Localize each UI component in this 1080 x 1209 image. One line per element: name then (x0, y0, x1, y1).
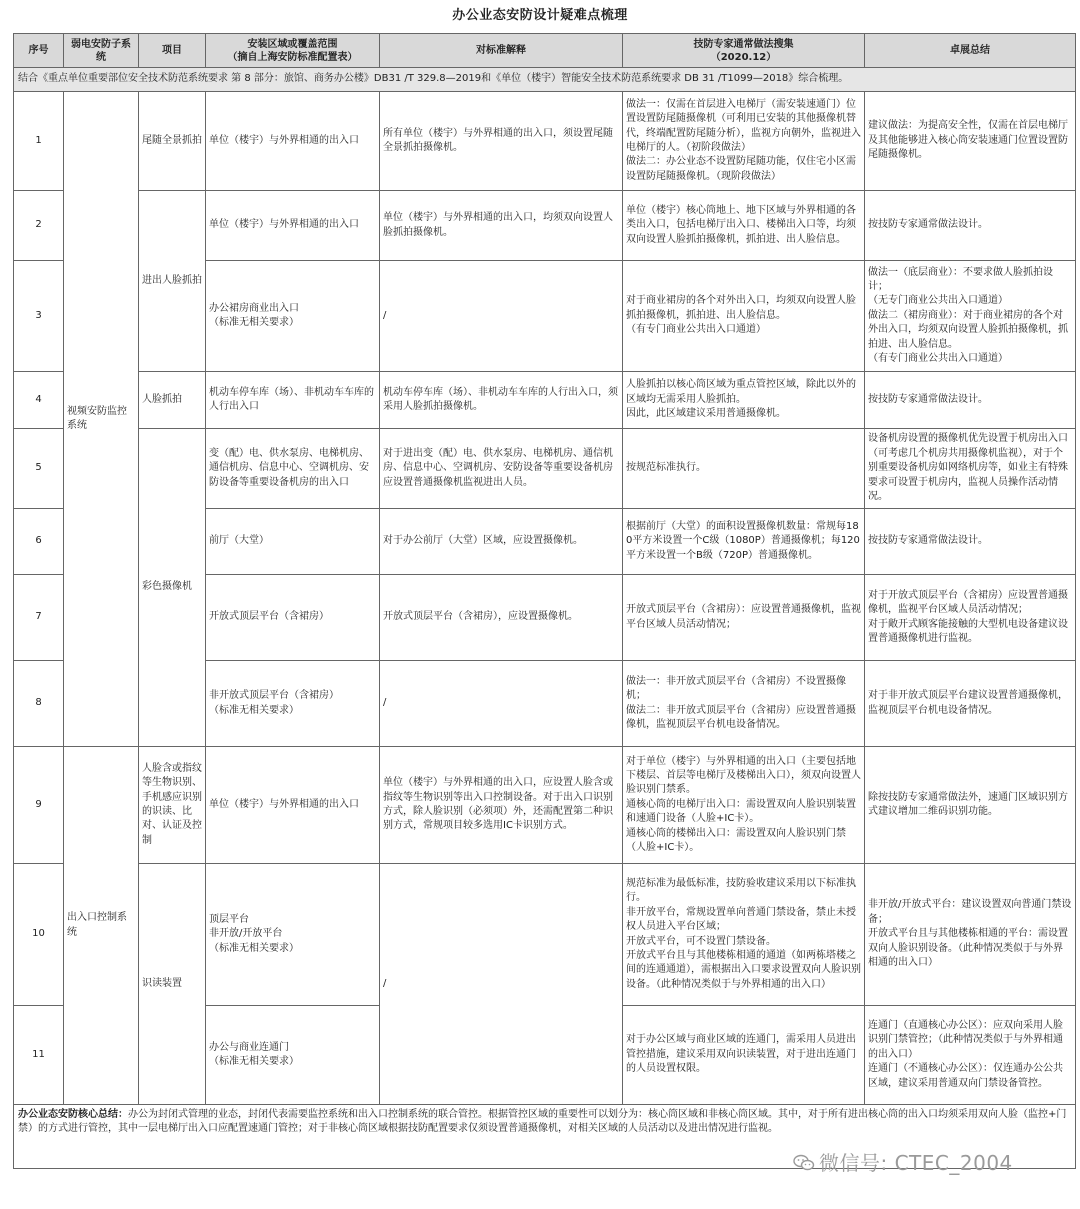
table-row (14, 372, 1076, 429)
row-area: 开放式顶层平台（含裙房） (206, 575, 380, 661)
row-area: 单位（楼宇）与外界相通的出入口 (206, 92, 380, 191)
table-row (14, 864, 1076, 1006)
header-interp: 对标准解释 (380, 34, 623, 68)
row-area: 单位（楼宇）与外界相通的出入口 (206, 747, 380, 864)
row-expert: 规范标准为最低标准，技防验收建议采用以下标准执行。 非开放平台，常规设置单向普通门禁设备，禁止未授权人员进入平台区域； 开放式平台，可不设置门禁设备。 开放式平台且与其他楼栋相通的通道（如两栋塔楼之间的连通通道），需根据出入口要求设置双向人脸识别设备。（此种情况类似于与外界相通的出入口） (623, 864, 865, 1006)
item-face-inout: 进出人脸抓拍 (139, 191, 206, 372)
row-expert: 对于办公区域与商业区域的连通门，需采用人员进出管控措施，建议采用双向识读装置，对于进出连通门的人员设置权限。 (623, 1006, 865, 1105)
row-seq: 11 (14, 1006, 64, 1105)
row-interp: 单位（楼宇）与外界相通的出入口，应设置人脸含或指纹等生物识别等出入口控制设备。对于出入口识别方式，除人脸识别（必须项）外，还需配置第二种识别方式，常规项目较多选用IC卡识别方式。 (380, 747, 623, 864)
row-interp: 对于进出变（配）电、供水泵房、电梯机房、通信机房、信息中心、空调机房、安防设备等重要设备机房应设置普通摄像机监视进出人员。 (380, 429, 623, 509)
header-row (14, 34, 1076, 68)
row-seq: 3 (14, 261, 64, 372)
row-seq: 8 (14, 661, 64, 747)
watermark (793, 1147, 1013, 1176)
row-summary: 按技防专家通常做法设计。 (865, 372, 1076, 429)
header-expert: 技防专家通常做法搜集 （2020.12） (623, 34, 865, 68)
table-row (14, 747, 1076, 864)
watermark-text: 微信号: CTEC_2004 (819, 1151, 1013, 1175)
page-title: 办公业态安防设计疑难点梳理 (452, 8, 628, 23)
table-row (14, 191, 1076, 261)
row-seq: 4 (14, 372, 64, 429)
row-interp: / (380, 261, 623, 372)
row-area: 变（配）电、供水泵房、电梯机房、通信机房、信息中心、空调机房、安防设备等重要设备机房的出入口 (206, 429, 380, 509)
header-item: 项目 (139, 34, 206, 68)
row-summary: 非开放/开放式平台：建议设置双向普通门禁设备； 开放式平台且与其他楼栋相通的平台：需设置双向人脸识别设备。（此种情况类似于与外界相通的出入口） (865, 864, 1076, 1006)
table-row (14, 429, 1076, 509)
row-expert: 按规范标准执行。 (623, 429, 865, 509)
row-expert: 做法一：非开放式顶层平台（含裙房）不设置摄像机； 做法二：非开放式顶层平台（含裙房）应设置普通摄像机，监视顶层平台机电设备情况。 (623, 661, 865, 747)
row-summary: 设备机房设置的摄像机优先设置于机房出入口（可考虑几个机房共用摄像机监视），对于个别重要设备机房如网络机房等，如业主有特殊要求可设置于机房内，监视人员操作活动情况。 (865, 429, 1076, 509)
row-area: 机动车停车库（场）、非机动车车库的人行出入口 (206, 372, 380, 429)
security-design-table (13, 33, 1076, 1169)
row-expert: 对于单位（楼宇）与外界相通的出入口（主要包括地下楼层、首层等电梯厅及楼梯出入口），须双向设置人脸识别门禁系。 通核心筒的电梯厅出入口：需设置双向人脸识别装置和速通门设备（人脸+IC卡）。 通核心筒的楼梯出入口：需设置双向人脸识别门禁（人脸+IC卡）。 (623, 747, 865, 864)
row-summary: 除按技防专家通常做法外，速通门区域识别方式建议增加二维码识别功能。 (865, 747, 1076, 864)
header-summary: 卓展总结 (865, 34, 1076, 68)
row-interp: 对于办公前厅（大堂）区域，应设置摄像机。 (380, 509, 623, 575)
row-summary: 按技防专家通常做法设计。 (865, 509, 1076, 575)
row-summary: 按技防专家通常做法设计。 (865, 191, 1076, 261)
row-area: 单位（楼宇）与外界相通的出入口 (206, 191, 380, 261)
row-seq: 7 (14, 575, 64, 661)
row-area: 非开放式顶层平台（含裙房） （标准无相关要求） (206, 661, 380, 747)
wechat-icon (793, 1154, 815, 1172)
standards-note: 结合《重点单位重要部位安全技术防范系统要求 第 8 部分：旅馆、商务办公楼》DB31 /T 329.8—2019和《单位（楼宇）智能安全技术防范系统要求 DB 31 /T1099—2018》综合梳理。 (14, 68, 1076, 92)
row-interp: 开放式顶层平台（含裙房），应设置摄像机。 (380, 575, 623, 661)
row-expert: 开放式顶层平台（含裙房）：应设置普通摄像机，监视平台区域人员活动情况； (623, 575, 865, 661)
row-expert: 对于商业裙房的各个对外出入口，均须双向设置人脸抓拍摄像机，抓拍进、出人脸信息。 （有专门商业公共出入口通道） (623, 261, 865, 372)
system-video: 视频安防监控系统 (64, 92, 139, 747)
row-interp: / (380, 661, 623, 747)
row-expert: 根据前厅（大堂）的面积设置摄像机数量：常规每180平方米设置一个C级（1080P）普通摄像机；每120平方米设置一个B级（720P）普通摄像机。 (623, 509, 865, 575)
item-color: 彩色摄像机 (139, 429, 206, 747)
row-area: 前厅（大堂） (206, 509, 380, 575)
row-area: 办公与商业连通门 （标准无相关要求） (206, 1006, 380, 1105)
row-expert: 做法一：仅需在首层进入电梯厅（需安装速通门）位置设置防尾随摄像机（可利用已安装的其他摄像机替代，终端配置防尾随分析），监视方向朝外，监视进入电梯厅的人。（初阶段做法） 做法二：办公业态不设置防尾随功能，仅住宅小区需设置防尾随摄像机。（现阶段做法） (623, 92, 865, 191)
header-seq: 序号 (14, 34, 64, 68)
core-summary-text: 办公为封闭式管理的业态，封闭代表需要监控系统和出入口控制系统的联合管控。根据管控区域的重要性可以划分为：核心筒区域和非核心筒区域。其中，对于所有进出核心筒的出入口均须采用双向人脸（监控+门禁）的方式进行管控，其中一层电梯厅出入口应配置速通门管控；对于非核心筒区域根据技防配置要求仅须设置普通摄像机，对相关区域的人员活动以及进出情况进行监视。 (18, 1109, 1067, 1134)
row-summary: 对于非开放式顶层平台建议设置普通摄像机，监视顶层平台机电设备情况。 (865, 661, 1076, 747)
row-summary: 做法一（底层商业）：不要求做人脸抓拍设计； （无专门商业公共出入口通道） 做法二（裙房商业）：对于商业裙房的各个对外出入口，均须双向设置人脸抓拍摄像机，抓拍进、出人脸信息。 （有专门商业公共出入口通道） (865, 261, 1076, 372)
system-access: 出入口控制系统 (64, 747, 139, 1105)
header-system: 弱电安防子系统 (64, 34, 139, 68)
row-expert: 人脸抓拍以核心筒区域为重点管控区域，除此以外的区域均无需采用人脸抓拍。 因此，此区域建议采用普通摄像机。 (623, 372, 865, 429)
note-row (14, 68, 1076, 92)
item-reader: 识读装置 (139, 864, 206, 1105)
row-seq: 6 (14, 509, 64, 575)
row-expert: 单位（楼宇）核心筒地上、地下区域与外界相通的各类出入口，包括电梯厅出入口、楼梯出入口等，均须双向设置人脸抓拍摄像机，抓拍进、出人脸信息。 (623, 191, 865, 261)
row-seq: 9 (14, 747, 64, 864)
row-summary: 建议做法：为提高安全性，仅需在首层电梯厅及其他能够进入核心筒安装速通门位置设置防尾随摄像机。 (865, 92, 1076, 191)
table-row (14, 92, 1076, 191)
row-seq: 2 (14, 191, 64, 261)
row-area: 顶层平台 非开放/开放平台 （标准无相关要求） (206, 864, 380, 1006)
item-tail: 尾随全景抓拍 (139, 92, 206, 191)
row-seq: 1 (14, 92, 64, 191)
row-interp: 所有单位（楼宇）与外界相通的出入口，须设置尾随全景抓拍摄像机。 (380, 92, 623, 191)
row-summary: 连通门（直通核心办公区）：应双向采用人脸识别门禁管控；（此种情况类似于与外界相通的出入口） 连通门（不通核心办公区）：仅连通办公公共区域，建议采用普通双向门禁设备管控。 (865, 1006, 1076, 1105)
header-area: 安装区域或覆盖范围 （摘自上海安防标准配置表） (206, 34, 380, 68)
row-summary: 对于开放式顶层平台（含裙房）应设置普通摄像机，监视平台区域人员活动情况； 对于敞开式顾客能接触的大型机电设备建议设置普通摄像机进行监视。 (865, 575, 1076, 661)
row-seq: 5 (14, 429, 64, 509)
core-summary-label: 办公业态安防核心总结： (18, 1109, 128, 1120)
row-seq: 10 (14, 864, 64, 1006)
row-interp: 单位（楼宇）与外界相通的出入口，均须双向设置人脸抓拍摄像机。 (380, 191, 623, 261)
row-interp: / (380, 864, 623, 1105)
item-bio: 人脸含或指纹等生物识别、手机感应识别的识读、比对、认证及控制 (139, 747, 206, 864)
row-interp: 机动车停车库（场）、非机动车车库的人行出入口，须采用人脸抓拍摄像机。 (380, 372, 623, 429)
row-area: 办公裙房商业出入口 （标准无相关要求） (206, 261, 380, 372)
item-face: 人脸抓拍 (139, 372, 206, 429)
